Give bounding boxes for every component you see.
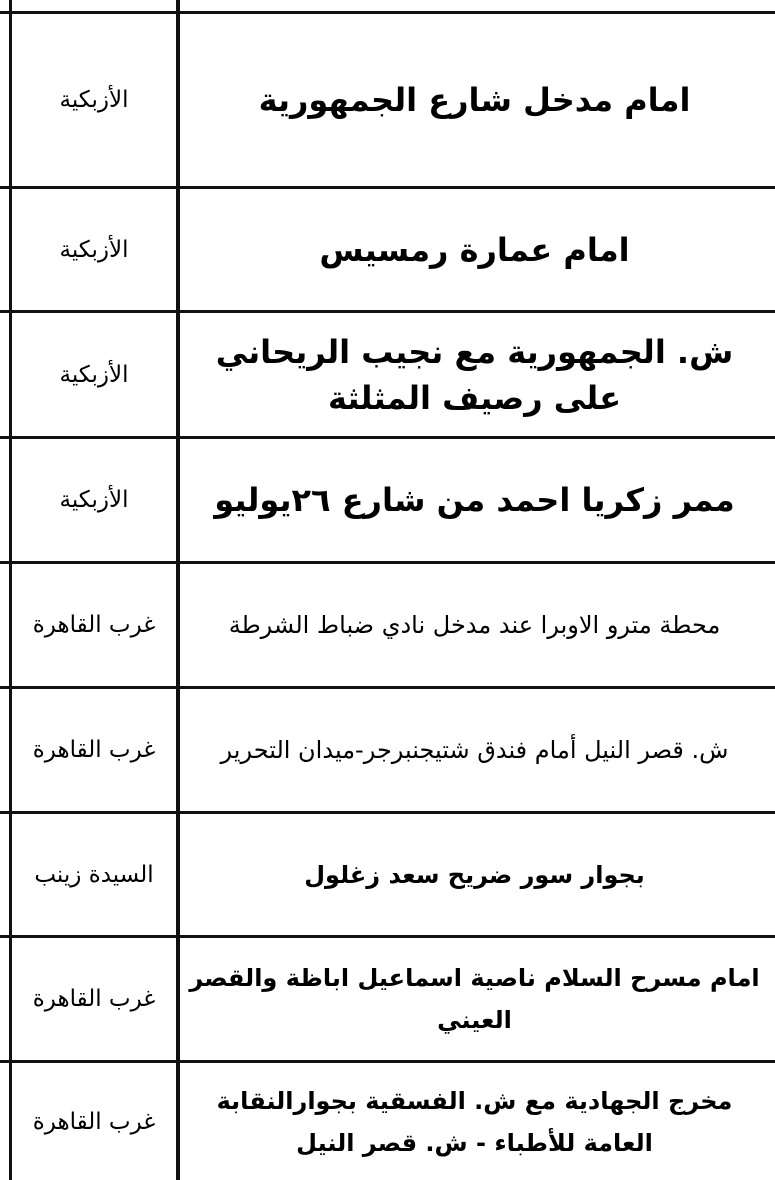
location-text: محطة مترو الاوبرا عند مدخل نادي ضباط الشرطة [228,611,721,639]
district-cell [12,14,176,186]
location-cell [182,1063,767,1180]
location-text: ش. قصر النيل أمام فندق شتيجنبرجر-ميدان التحرير [220,736,729,764]
location-text: ممر زكريا احمد من شارع ٢٦يوليو [214,481,735,519]
district-text: الأزبكية [59,87,129,113]
table-row [0,814,775,935]
column-divider [176,0,180,1180]
location-cell [182,14,767,186]
district-cell [12,689,176,811]
district-text: غرب القاهرة [32,737,156,763]
location-cell [182,313,767,436]
district-cell [12,938,176,1060]
location-cell [182,938,767,1060]
district-text: الأزبكية [59,487,129,513]
location-cell [182,689,767,811]
district-cell [12,313,176,436]
district-text: غرب القاهرة [32,986,156,1012]
location-text: امام عمارة رمسيس [319,230,630,269]
table-row [0,313,775,436]
table-border-left [9,0,12,1180]
table-row [0,189,775,310]
district-text: غرب القاهرة [32,612,156,638]
table-row [0,14,775,186]
table-row [0,938,775,1060]
table-row [0,689,775,811]
location-text: ش. الجمهورية مع نجيب الريحاني على رصيف المثلثة [215,332,734,417]
table-row [0,439,775,561]
district-text: غرب القاهرة [32,1108,156,1135]
table-row [0,1063,775,1180]
district-cell [12,439,176,561]
location-cell [182,189,767,310]
district-cell [12,189,176,310]
location-cell [182,814,767,935]
table-row [0,564,775,686]
location-cell [182,564,767,686]
district-cell [12,564,176,686]
district-cell [12,1063,176,1180]
district-text: الأزبكية [59,236,129,263]
location-text: امام مسرح السلام ناصية اسماعيل اباظة والقصر العيني [189,964,760,1034]
district-text: السيدة زينب [34,861,154,888]
location-cell [182,439,767,561]
district-text: الأزبكية [59,361,129,388]
district-cell [12,814,176,935]
location-text: بجوار سور ضريح سعد زغلول [304,860,645,889]
location-text: امام مدخل شارع الجمهورية [258,81,691,119]
location-text: مخرج الجهادية مع ش. الفسقية بجوارالنقابة العامة للأطباء - ش. قصر النيل [216,1086,733,1157]
